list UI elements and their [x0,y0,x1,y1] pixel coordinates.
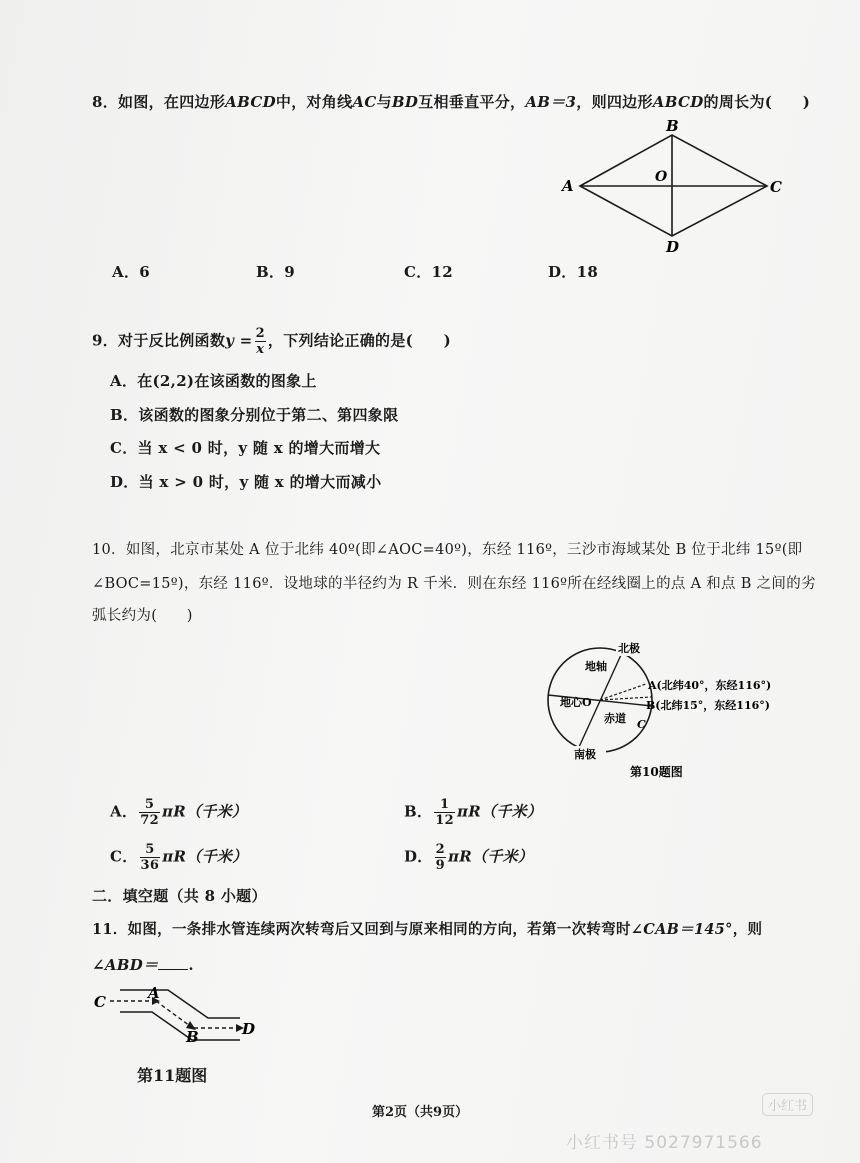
label-a: A [562,177,574,195]
section-fill-in-blank-title: 二．填空题（共 8 小题） [92,887,267,905]
point-a-label: A(北纬40°，东经116°) [648,679,772,692]
label-o: O [655,169,668,185]
q10-option-a: A． $\frac{5}{72}$ πR（千米） [110,797,248,828]
page-footer: 第2页（共9页） [372,1105,469,1120]
axis-label: 地轴 [585,660,607,673]
q10-option-d: D． $\frac{2}{9}$ πR（千米） [404,842,534,873]
south-pole-label: 南极 [574,748,596,761]
point-b-label: B(北纬15°，东经116°) [646,699,770,712]
q11-pipe-figure [90,984,270,1048]
answer-blank[interactable] [158,955,188,970]
q8-stem: 8．如图，在四边形ABCD中，对角线AC与BD互相垂直平分，AB＝3，则四边形ABCD的周长为( ) [92,93,811,111]
q10-line2: ∠BOC=15º)，东经 116º．设地球的半径约为 R 千米．则在东经 116º所在经线圈上的点 A 和点 B 之间的劣 [92,576,816,592]
q8-option-b: B．9 [256,263,296,281]
q9-option-a: A．在(2,2)在该函数的图象上 [110,372,317,390]
pipe-label-a: A [148,984,160,1002]
equator-label: 赤道 [604,712,626,725]
q8-rhombus-figure [555,115,795,255]
q9-stem: 9．对于反比例函数y = $\frac{2}{x}$ ，下列结论正确的是( ) [92,326,452,357]
point-c-label: C [637,718,646,731]
pipe-label-c: C [94,993,106,1011]
pipe-label-d: D [242,1020,256,1038]
q10-line1: 10．如图，北京市某处 A 位于北纬 40º(即∠AOC=40º)，东经 116º，三沙市海域某处 B 位于北纬 15º(即 [92,542,803,558]
q10-option-c: C． $\frac{5}{36}$ πR（千米） [110,842,248,873]
pipe-upper-wall [120,990,240,1018]
q11-figure-caption: 第11题图 [137,1066,208,1085]
q9-option-d: D．当 x > 0 时，y 随 x 的增大而减小 [110,473,382,491]
q11-line1: 11．如图，一条排水管连续两次转弯后又回到与原来相同的方向，若第一次转弯时∠CAB＝145°，则 [92,921,763,938]
q9-option-b: B．该函数的图象分别位于第二、第四象限 [110,406,399,424]
pipe-lower-wall [120,1012,240,1040]
watermark-id: 小红书号 5027971566 [566,1133,763,1153]
pipe-label-b: B [186,1028,199,1046]
label-c: C [770,178,782,196]
q10-line3: 弧长约为( ) [92,608,193,624]
label-b: B [666,117,679,135]
q11-line2: ∠ABD＝ . [92,956,194,974]
q8-option-a: A．6 [112,263,150,281]
q9-option-c: C．当 x < 0 时，y 随 x 的增大而增大 [110,439,381,457]
radius-ob [600,697,651,700]
watermark-logo: 小红书 [762,1093,813,1116]
q8-option-d: D．18 [548,263,599,281]
north-pole-label: 北极 [618,642,640,655]
q10-option-b: B． $\frac{1}{12}$ πR（千米） [404,797,543,828]
label-d: D [666,238,680,255]
q10-figure-caption: 第10题图 [630,765,683,779]
center-label: 地心O [560,696,592,709]
q8-option-c: C．12 [404,263,454,281]
flow-segment-ab [156,1001,190,1026]
q10-globe-figure [540,636,780,784]
